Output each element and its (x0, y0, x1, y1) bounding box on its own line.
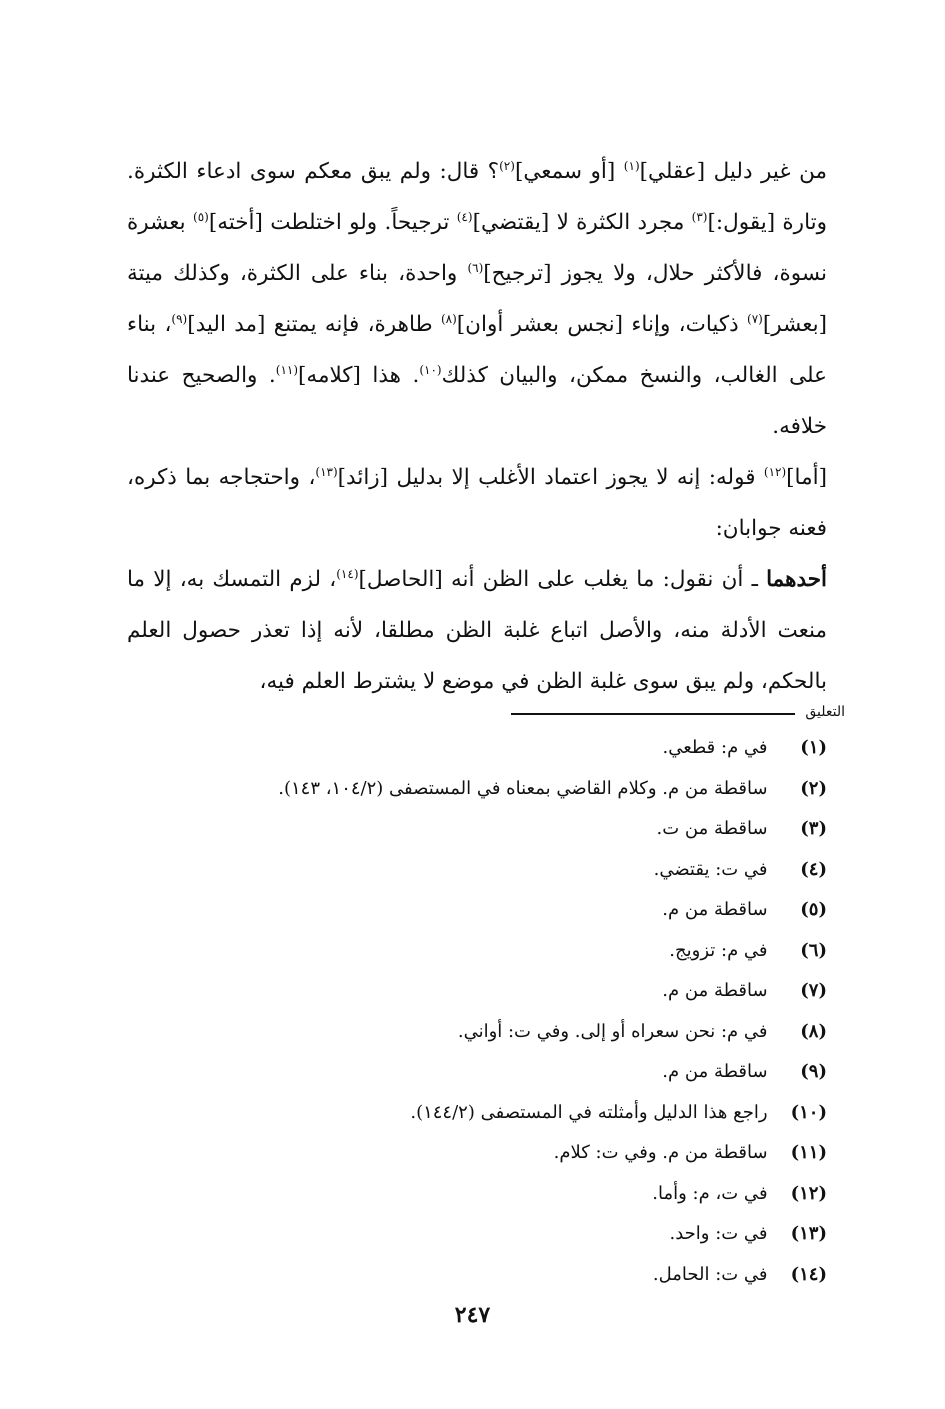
footnote-item (207, 1012, 827, 1053)
footnote-item (207, 1052, 827, 1093)
main-text (127, 146, 827, 707)
footnote-text: في ت: يقتضي. (653, 858, 768, 880)
footnote-text: في م: نحن سعراه أو إلى. وفي ت: أواني. (457, 1020, 768, 1042)
footnotes-label: التعليق (805, 704, 845, 720)
footnote-ref: (٨) (440, 311, 457, 326)
footnote-number: (١٤) (790, 1263, 827, 1285)
footnote-item (207, 971, 827, 1012)
text-run: ، بناء على الغالب، والنسخ ممكن، والبيان كذلك (127, 312, 828, 388)
footnote-ref: (٤) (456, 209, 473, 224)
footnote-text: في ت، م: وأما. (652, 1182, 768, 1204)
footnote-ref: (٢) (499, 158, 515, 173)
footnote-ref: (١) (623, 158, 640, 173)
footnote-text: ساقطة من م. (662, 899, 768, 920)
paragraph-3 (127, 554, 827, 707)
footnote-item (207, 1133, 827, 1174)
footnote-item (207, 890, 827, 931)
text-run: بعشرة نسوة، فالأكثر حلال، ولا يجوز [ترجيح] (127, 210, 827, 286)
text-run: ؟ قال: ولم يبق معكم سوى ادعاء الكثرة. وتارة [يقول:] (127, 159, 827, 235)
footnote-ref: (٥) (193, 209, 209, 224)
footnote-item (207, 931, 827, 972)
footnote-text: في م: قطعي. (662, 737, 768, 758)
text-run: طاهرة، فإنه يمتنع [مد اليد] (187, 312, 441, 337)
footnote-number: (٨) (800, 1020, 827, 1042)
footnote-ref: (١١) (275, 362, 299, 377)
text-run: من غير دليل [عقلي] (639, 159, 827, 184)
page-number: ٢٤٧ (454, 1302, 491, 1328)
footnote-text: ساقطة من م. وكلام القاضي بمعناه في المستصفى (١٠٤/٢، ١٤٣). (278, 777, 768, 799)
footnote-item (207, 728, 827, 769)
footnote-text: في م: تزويج. (669, 939, 768, 961)
footnote-item (207, 850, 827, 891)
text-run: ، لزم التمسك به، إلا ما منعت الأدلة منه، والأصل اتباع غلبة الظن مطلقا، لأنه إذا تعذر حصول العلم بالحكم، ولم يبق سوى غلبة الظن في موضع لا يشترط العلم فيه، (127, 567, 827, 694)
footnote-item (207, 769, 827, 810)
text-run: واحدة، بناء على الكثرة، وكذلك ميتة [بعشر] (127, 261, 828, 337)
footnote-number: (٢) (800, 777, 827, 799)
text-run: ذكيات، وإناء [نجس بعشر أوان] (456, 312, 747, 337)
text-run: . والصحيح عندنا خلافه. (127, 363, 827, 439)
text-run: قوله: إنه لا يجوز اعتماد الأغلب إلا بدليل [زائد] (337, 465, 764, 490)
footnote-number: (٦) (800, 939, 827, 961)
footnote-number: (٥) (800, 899, 827, 920)
footnote-ref: (٦) (467, 260, 484, 275)
footnote-text: في ت: الحامل. (652, 1263, 768, 1285)
footnote-number: (٩) (800, 1061, 827, 1082)
footnote-item (207, 1255, 827, 1296)
footnote-item (207, 809, 827, 850)
footnote-number: (١٢) (790, 1182, 827, 1204)
text-run: . هذا [كلامه] (298, 363, 420, 388)
text-run: مجرد الكثرة لا [يقتضي] (472, 210, 692, 235)
footnote-number: (١) (800, 737, 827, 758)
footnote-text: ساقطة من م. (662, 980, 768, 1001)
footnote-text: ساقطة من م. وفي ت: كلام. (553, 1142, 768, 1163)
text-run: ـ أن نقول: ما يغلب على الظن أنه [الحاصل] (358, 567, 767, 592)
footnote-item (207, 1174, 827, 1215)
footnote-text: في ت: واحد. (669, 1223, 768, 1244)
footnote-ref: (١٤) (336, 566, 359, 581)
footnote-number: (٧) (800, 980, 827, 1001)
footnote-number: (١٣) (790, 1223, 827, 1244)
footnote-ref: (١٠) (419, 362, 442, 377)
text-run: [أما] (786, 465, 827, 490)
footnote-number: (٣) (800, 818, 827, 839)
footnote-number: (١١) (790, 1142, 827, 1163)
footnote-ref: (٣) (691, 209, 708, 224)
text-run: ، واحتجاجه بما ذكره، فعنه جوابان: (127, 465, 827, 541)
footnote-number: (١٠) (790, 1101, 827, 1123)
separator-line (511, 713, 795, 715)
lead-word: أحدهما (766, 567, 827, 592)
footnote-item (207, 1093, 827, 1134)
paragraph-2 (127, 452, 827, 554)
paragraph-1 (127, 146, 827, 452)
text-run: [أو سمعي] (514, 159, 624, 184)
footnote-number: (٤) (800, 858, 827, 880)
footnote-ref: (٩) (171, 311, 188, 326)
footnote-ref: (٧) (747, 311, 763, 326)
footnote-item (207, 1214, 827, 1255)
footnote-ref: (١٢) (763, 464, 787, 479)
footnote-ref: (١٣) (315, 464, 338, 479)
footnotes-list (207, 728, 827, 1295)
footnotes-separator (510, 702, 845, 722)
text-run: ترجيحاً. ولو اختلطت [أخته] (208, 210, 457, 235)
footnote-text: ساقطة من ت. (656, 818, 768, 839)
footnote-text: ساقطة من م. (662, 1061, 768, 1082)
footnote-text: راجع هذا الدليل وأمثلته في المستصفى (١٤٤/٢). (410, 1101, 768, 1123)
